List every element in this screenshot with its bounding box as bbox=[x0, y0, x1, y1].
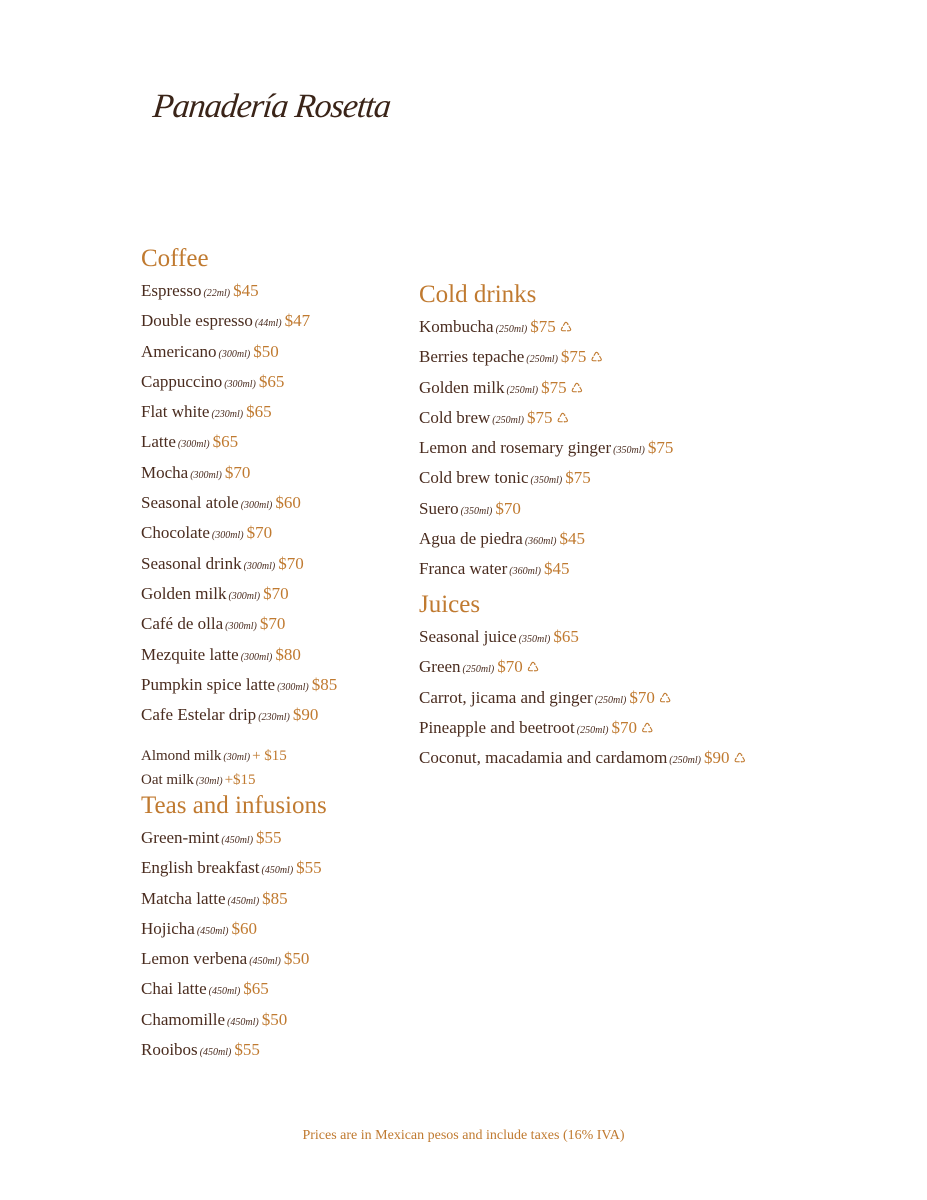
item-price: $55 bbox=[234, 1040, 260, 1060]
menu-item bbox=[141, 854, 327, 884]
item-name: Latte bbox=[141, 432, 176, 452]
item-name: Rooibos bbox=[141, 1040, 198, 1060]
menu-item bbox=[419, 374, 673, 404]
item-volume: (450ml) bbox=[221, 835, 254, 846]
item-name: Americano bbox=[141, 341, 217, 361]
section-title-cold-drinks: Cold drinks bbox=[419, 281, 537, 308]
item-volume: (250ml) bbox=[526, 354, 558, 366]
item-price: $70 bbox=[495, 498, 521, 518]
item-name: Double espresso bbox=[141, 311, 253, 331]
item-name: Café de olla bbox=[141, 614, 224, 634]
section-juices bbox=[419, 589, 746, 774]
item-volume: (250ml) bbox=[462, 664, 495, 676]
juices-list bbox=[419, 623, 746, 774]
menu-item bbox=[141, 550, 337, 580]
menu-item bbox=[419, 495, 673, 525]
item-price: $70 bbox=[629, 687, 655, 707]
item-price: $50 bbox=[283, 949, 310, 969]
menu-item bbox=[141, 459, 337, 489]
teas-list bbox=[141, 824, 327, 1066]
menu-item bbox=[141, 519, 337, 549]
item-name: Chamomille bbox=[141, 1009, 226, 1029]
item-price: $80 bbox=[275, 644, 301, 664]
item-price: $90 bbox=[292, 705, 319, 725]
extra-price: +$15 bbox=[224, 772, 256, 789]
recycle-icon: ♺ bbox=[526, 661, 540, 677]
menu-item bbox=[419, 525, 673, 555]
item-name: Seasonal juice bbox=[419, 627, 517, 646]
item-name: Cold brew tonic bbox=[419, 468, 529, 488]
recycle-icon: ♺ bbox=[556, 411, 570, 427]
item-volume: (300ml) bbox=[240, 651, 273, 663]
item-volume: (350ml) bbox=[460, 505, 493, 517]
item-price: $55 bbox=[256, 828, 282, 847]
item-volume: (450ml) bbox=[249, 956, 281, 968]
item-price: $60 bbox=[275, 493, 301, 513]
item-price: $85 bbox=[311, 674, 338, 694]
item-name: Cold brew bbox=[419, 407, 491, 427]
brand-logo: Panadería Rosetta bbox=[151, 88, 393, 125]
menu-item bbox=[141, 307, 337, 337]
item-name: Cafe Estelar drip bbox=[141, 705, 257, 725]
item-volume: (250ml) bbox=[506, 384, 539, 396]
item-price: $50 bbox=[261, 1009, 288, 1029]
item-name: Lemon and rosemary ginger bbox=[419, 438, 612, 458]
menu-item bbox=[141, 824, 327, 854]
item-volume: (44ml) bbox=[254, 318, 282, 330]
item-volume: (450ml) bbox=[196, 925, 229, 937]
section-title-coffee: Coffee bbox=[141, 245, 209, 272]
item-name: Cappuccino bbox=[141, 371, 223, 391]
menu-item bbox=[419, 404, 673, 434]
menu-item bbox=[141, 671, 337, 701]
item-price: $70 bbox=[246, 523, 273, 543]
item-volume: (300ml) bbox=[277, 681, 309, 693]
item-price: $45 bbox=[559, 529, 586, 549]
item-name: Suero bbox=[419, 498, 459, 518]
menu-item bbox=[141, 1006, 327, 1036]
recycle-icon: ♺ bbox=[658, 691, 672, 707]
menu-item bbox=[419, 714, 746, 744]
recycle-icon: ♺ bbox=[640, 721, 654, 737]
footer-note: Prices are in Mexican pesos and include taxes (16% IVA) bbox=[302, 1128, 625, 1143]
menu-item bbox=[141, 701, 337, 731]
recycle-icon: ♺ bbox=[559, 321, 573, 336]
item-name: English breakfast bbox=[141, 858, 260, 878]
item-volume: (350ml) bbox=[530, 475, 563, 487]
item-name: Carrot, jicama and ginger bbox=[419, 687, 593, 707]
item-price: $90 bbox=[703, 748, 730, 768]
item-name: Golden milk bbox=[419, 377, 505, 397]
extra-volume: (30ml) bbox=[195, 776, 223, 788]
item-volume: (300ml) bbox=[177, 439, 210, 451]
item-volume: (300ml) bbox=[224, 378, 256, 390]
item-volume: (250ml) bbox=[576, 724, 609, 736]
item-name: Kombucha bbox=[419, 317, 494, 336]
menu-item bbox=[141, 428, 337, 458]
menu-item bbox=[141, 368, 337, 398]
item-price: $75 bbox=[560, 347, 587, 367]
section-cold-drinks bbox=[419, 279, 673, 586]
menu-item bbox=[141, 580, 337, 610]
menu-item bbox=[419, 434, 673, 464]
cold-drinks-list bbox=[419, 313, 673, 586]
item-volume: (250ml) bbox=[594, 694, 627, 706]
item-name: Green bbox=[419, 657, 461, 677]
item-name: Green-mint bbox=[141, 828, 220, 847]
item-name: Chocolate bbox=[141, 523, 210, 543]
item-name: Espresso bbox=[141, 281, 202, 300]
item-volume: (250ml) bbox=[669, 755, 701, 767]
item-volume: (450ml) bbox=[208, 986, 241, 998]
item-price: $65 bbox=[212, 432, 239, 452]
item-volume: (450ml) bbox=[227, 895, 260, 907]
recycle-icon: ♺ bbox=[733, 752, 747, 768]
item-volume: (450ml) bbox=[199, 1047, 232, 1059]
menu-item bbox=[141, 945, 327, 975]
item-volume: (300ml) bbox=[228, 590, 261, 602]
item-price: $85 bbox=[262, 888, 288, 908]
section-title-juices: Juices bbox=[419, 591, 481, 618]
menu-item bbox=[141, 489, 337, 519]
menu-item bbox=[419, 684, 746, 714]
item-volume: (250ml) bbox=[492, 414, 524, 426]
item-price: $45 bbox=[543, 559, 570, 579]
item-price: $70 bbox=[497, 657, 523, 677]
item-price: $47 bbox=[284, 311, 311, 331]
item-price: $45 bbox=[233, 281, 259, 300]
item-name: Seasonal atole bbox=[141, 493, 239, 513]
menu-item bbox=[141, 885, 327, 915]
item-volume: (300ml) bbox=[243, 560, 276, 572]
item-volume: (300ml) bbox=[225, 621, 257, 633]
item-volume: (350ml) bbox=[518, 634, 551, 645]
item-name: Hojicha bbox=[141, 918, 195, 938]
item-name: Pumpkin spice latte bbox=[141, 674, 276, 694]
item-price: $75 bbox=[530, 317, 556, 336]
coffee-list bbox=[141, 277, 337, 731]
item-volume: (350ml) bbox=[613, 445, 645, 457]
item-price: $70 bbox=[263, 583, 289, 603]
item-price: $65 bbox=[246, 402, 272, 422]
menu-item bbox=[419, 343, 673, 373]
item-name: Flat white bbox=[141, 402, 210, 422]
item-volume: (450ml) bbox=[227, 1016, 259, 1028]
item-name: Coconut, macadamia and cardamom bbox=[419, 748, 668, 768]
item-price: $50 bbox=[253, 341, 279, 361]
item-volume: (300ml) bbox=[190, 469, 222, 481]
item-name: Matcha latte bbox=[141, 888, 226, 908]
item-price: $55 bbox=[296, 858, 322, 878]
item-price: $70 bbox=[259, 614, 286, 634]
extra-item bbox=[141, 745, 337, 769]
section-coffee bbox=[141, 243, 337, 793]
section-title-teas: Teas and infusions bbox=[141, 792, 327, 819]
extra-price: + $15 bbox=[252, 748, 287, 765]
item-name: Franca water bbox=[419, 559, 508, 579]
item-volume: (300ml) bbox=[218, 348, 251, 360]
menu-item bbox=[141, 975, 327, 1005]
menu-item bbox=[141, 398, 337, 428]
item-volume: (300ml) bbox=[240, 500, 273, 512]
item-name: Mezquite latte bbox=[141, 644, 239, 664]
menu-item bbox=[141, 338, 337, 368]
item-price: $60 bbox=[231, 918, 257, 938]
section-teas bbox=[141, 790, 327, 1066]
item-name: Lemon verbena bbox=[141, 949, 248, 969]
item-volume: (250ml) bbox=[495, 324, 528, 335]
recycle-icon: ♺ bbox=[590, 351, 603, 367]
recycle-icon: ♺ bbox=[570, 381, 584, 397]
menu-item bbox=[141, 610, 337, 640]
menu-item bbox=[141, 641, 337, 671]
extra-name: Almond milk bbox=[141, 748, 222, 765]
menu-item bbox=[141, 915, 327, 945]
item-price: $75 bbox=[541, 377, 567, 397]
item-price: $75 bbox=[565, 468, 591, 488]
coffee-extras bbox=[141, 745, 337, 793]
item-price: $75 bbox=[647, 438, 674, 458]
item-price: $70 bbox=[278, 553, 304, 573]
item-name: Pineapple and beetroot bbox=[419, 717, 575, 737]
item-price: $75 bbox=[526, 407, 553, 427]
menu-item bbox=[419, 653, 746, 683]
item-name: Agua de piedra bbox=[419, 529, 523, 549]
menu-item bbox=[419, 313, 673, 343]
item-price: $65 bbox=[243, 979, 269, 999]
item-volume: (22ml) bbox=[203, 288, 231, 299]
item-name: Seasonal drink bbox=[141, 553, 242, 573]
menu-item bbox=[141, 1036, 327, 1066]
item-name: Golden milk bbox=[141, 583, 227, 603]
item-name: Mocha bbox=[141, 462, 189, 482]
menu-item bbox=[419, 464, 673, 494]
item-price: $70 bbox=[224, 462, 251, 482]
item-volume: (450ml) bbox=[261, 865, 294, 877]
item-volume: (360ml) bbox=[509, 566, 541, 578]
extra-name: Oat milk bbox=[141, 772, 194, 789]
item-price: $65 bbox=[258, 371, 285, 391]
menu-item bbox=[419, 623, 746, 653]
item-volume: (230ml) bbox=[211, 409, 244, 421]
menu-item bbox=[419, 555, 673, 585]
item-price: $70 bbox=[611, 717, 637, 737]
item-price: $65 bbox=[553, 627, 579, 646]
item-name: Chai latte bbox=[141, 979, 207, 999]
item-volume: (230ml) bbox=[258, 712, 290, 724]
item-volume: (360ml) bbox=[524, 536, 557, 548]
extra-volume: (30ml) bbox=[223, 752, 251, 764]
menu-item bbox=[419, 744, 746, 774]
menu-item bbox=[141, 277, 337, 307]
item-volume: (300ml) bbox=[211, 530, 244, 542]
item-name: Berries tepache bbox=[419, 347, 525, 367]
